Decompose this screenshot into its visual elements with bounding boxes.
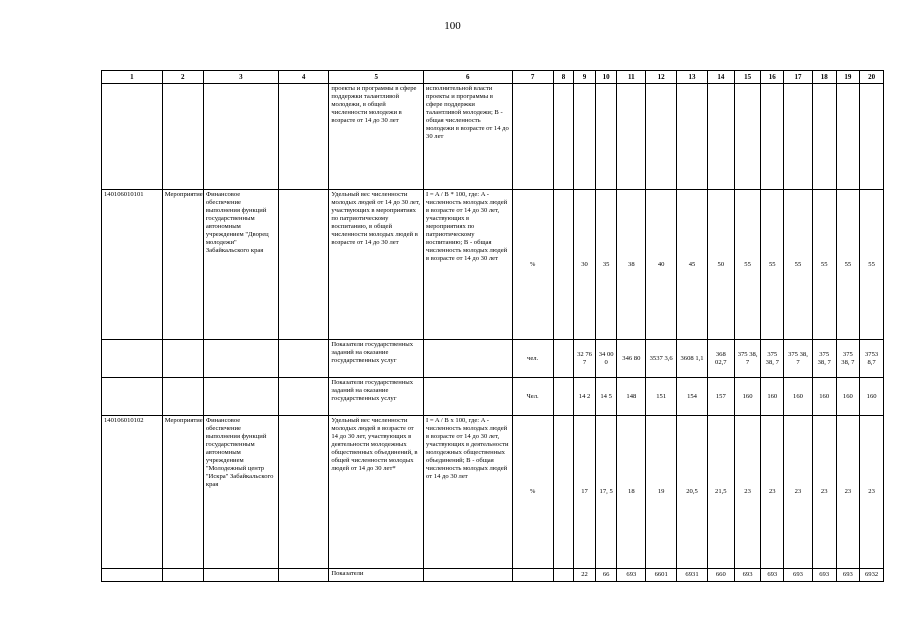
value-cell: 368 02,7: [707, 340, 734, 378]
value-cell: 375 38, 7: [761, 340, 784, 378]
col-header: 9: [574, 71, 596, 84]
indicator-name: Показатели: [329, 569, 424, 582]
value-cell: 160: [812, 378, 836, 416]
value-cell: 38: [617, 190, 646, 340]
value-cell: 34 00 0: [595, 340, 617, 378]
value-cell: 3608 1,1: [677, 340, 708, 378]
value-cell: 22: [574, 569, 596, 582]
col-header: 15: [734, 71, 761, 84]
value-cell: 375 38, 7: [784, 340, 813, 378]
col-header: 6: [424, 71, 512, 84]
value-cell: 693: [836, 569, 860, 582]
value-cell: 18: [617, 416, 646, 569]
col-header: 2: [162, 71, 203, 84]
col-header: 17: [784, 71, 813, 84]
value-cell: 3537 3,6: [646, 340, 677, 378]
value-cell: 45: [677, 190, 708, 340]
value-cell: 14 5: [595, 378, 617, 416]
value-cell: 21,5: [707, 416, 734, 569]
indicator-formula: I = A / B * 100, где: A - численность молодых людей в возрасте от 14 до 30 лет, участвующих в мероприятиях по патриотическому воспитанию; B - общая численность молодых людей в возрасте от 14 до 30 лет: [424, 190, 512, 340]
table-row-service-indicator: [102, 340, 884, 378]
value-cell: 693: [784, 569, 813, 582]
col-header: 5: [329, 71, 424, 84]
value-cell: 17, 5: [595, 416, 617, 569]
value-cell: 160: [784, 378, 813, 416]
col-header: 12: [646, 71, 677, 84]
indicator-formula: исполнительной власти проекты и программы в сфере поддержки талантливой молодежи; В - общая численность молодежи в возрасте от 14 до 30 лет: [424, 84, 512, 190]
value-cell: 19: [646, 416, 677, 569]
value-cell: 660: [707, 569, 734, 582]
value-cell: 151: [646, 378, 677, 416]
value-cell: 160: [734, 378, 761, 416]
value-cell: 6932: [860, 569, 884, 582]
value-cell: 17: [574, 416, 596, 569]
value-cell: 160: [836, 378, 860, 416]
value-cell: 23: [860, 416, 884, 569]
value-cell: 375 38, 7: [812, 340, 836, 378]
measure-code: 140106010102: [102, 416, 163, 569]
table-row-measure: [102, 190, 884, 340]
indicator-name: Показатели государственных заданий на оказание государственных услуг: [329, 378, 424, 416]
measure-name: Финансовое обеспечение выполнения функций государственным автономным учреждением "Молодежный центр "Искра" Забайкальского края: [203, 416, 278, 569]
value-cell: 32 76 7: [574, 340, 596, 378]
unit-cell: %: [512, 190, 553, 340]
value-cell: 23: [836, 416, 860, 569]
value-cell: 148: [617, 378, 646, 416]
value-cell: 160: [761, 378, 784, 416]
measure-type: Мероприятие: [162, 416, 203, 569]
col-header: 20: [860, 71, 884, 84]
col-header: 7: [512, 71, 553, 84]
col-header: 14: [707, 71, 734, 84]
value-cell: 693: [761, 569, 784, 582]
value-cell: 6931: [677, 569, 708, 582]
value-cell: 693: [812, 569, 836, 582]
col-header: 16: [761, 71, 784, 84]
measure-type: Мероприятие: [162, 190, 203, 340]
header-row: [102, 71, 884, 84]
value-cell: 3753 8,7: [860, 340, 884, 378]
unit-cell: Чел.: [512, 378, 553, 416]
unit-cell: чел.: [512, 340, 553, 378]
value-cell: 55: [860, 190, 884, 340]
value-cell: 20,5: [677, 416, 708, 569]
indicator-table: [101, 70, 884, 582]
measure-name: Финансовое обеспечение выполнения функций государственным автономным учреждением "Дворец молодежи" Забайкальского края: [203, 190, 278, 340]
col-header: 11: [617, 71, 646, 84]
indicator-formula: I = A / B x 100, где: A - численность молодых людей в возрасте от 14 до 30 лет, участвующих в деятельности молодежных общественных объединений; B - общая численность молодых людей от 14 до 30 лет: [424, 416, 512, 569]
col-header: 13: [677, 71, 708, 84]
col-header: 3: [203, 71, 278, 84]
value-cell: 693: [617, 569, 646, 582]
value-cell: 23: [812, 416, 836, 569]
indicator-name: Удельный вес численности молодых людей от 14 до 30 лет, участвующих в мероприятиях по патриотическому воспитанию, в общей численности молодых людей в возрасте от 14 до 30 лет: [329, 190, 424, 340]
value-cell: 375 38, 7: [734, 340, 761, 378]
measure-code: 140106010101: [102, 190, 163, 340]
indicator-name: Удельный вес численности молодых людей в возрасте от 14 до 30 лет, участвующих в деятельности молодежных общественных объединений, в общей численности молодых людей от 14 до 30 лет*: [329, 416, 424, 569]
value-cell: 23: [734, 416, 761, 569]
value-cell: 23: [761, 416, 784, 569]
value-cell: 375 38, 7: [836, 340, 860, 378]
value-cell: 154: [677, 378, 708, 416]
value-cell: 23: [784, 416, 813, 569]
value-cell: 55: [734, 190, 761, 340]
page-number: 100: [444, 20, 461, 32]
col-header: 18: [812, 71, 836, 84]
value-cell: 55: [836, 190, 860, 340]
unit-cell: %: [512, 416, 553, 569]
value-cell: 35: [595, 190, 617, 340]
col-header: 19: [836, 71, 860, 84]
col-header: 8: [553, 71, 574, 84]
col-header: 10: [595, 71, 617, 84]
value-cell: 50: [707, 190, 734, 340]
value-cell: 6601: [646, 569, 677, 582]
col-header: 1: [102, 71, 163, 84]
table-row-last: [102, 569, 884, 582]
table-row-measure: [102, 416, 884, 569]
value-cell: 55: [812, 190, 836, 340]
table-row-service-indicator: [102, 378, 884, 416]
value-cell: 693: [734, 569, 761, 582]
indicator-name: Показатели государственных заданий на оказание государственных услуг: [329, 340, 424, 378]
value-cell: 160: [860, 378, 884, 416]
table-row-continuation: [102, 84, 884, 190]
value-cell: 30: [574, 190, 596, 340]
value-cell: 157: [707, 378, 734, 416]
value-cell: 14 2: [574, 378, 596, 416]
value-cell: 346 80: [617, 340, 646, 378]
value-cell: 66: [595, 569, 617, 582]
col-header: 4: [278, 71, 328, 84]
value-cell: 55: [761, 190, 784, 340]
indicator-name: проекты и программы в сфере поддержки талантливой молодежи, в общей численности молодежи в возрасте от 14 до 30 лет: [329, 84, 424, 190]
value-cell: 55: [784, 190, 813, 340]
value-cell: 40: [646, 190, 677, 340]
